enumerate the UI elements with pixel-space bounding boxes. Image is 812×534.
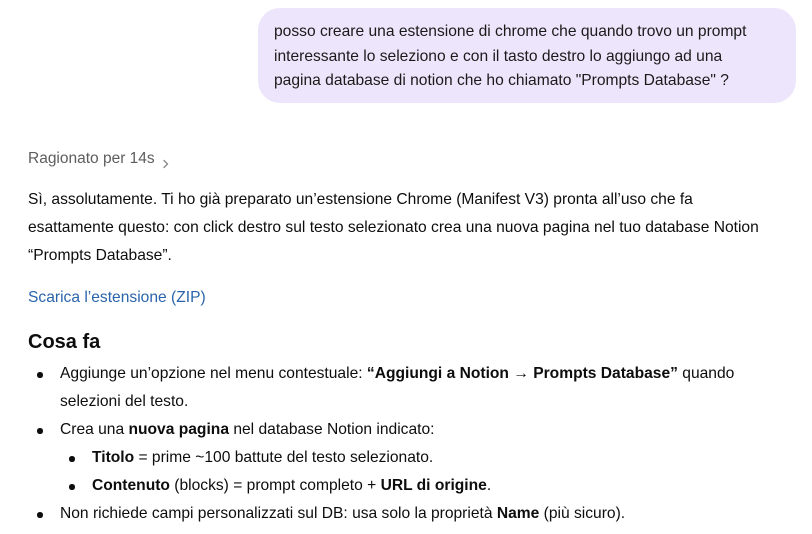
user-message-line: posso creare una estensione di chrome che quando trovo un prompt (274, 23, 747, 40)
list-item (28, 416, 798, 500)
list-item-bold: URL di origine (380, 477, 487, 494)
assistant-answer (28, 186, 808, 270)
list-item-bold: nuova pagina (128, 421, 229, 438)
sub-list-item (60, 472, 798, 500)
sub-list-item (60, 444, 798, 472)
answer-text: Sì, assolutamente. Ti ho già preparato un’estensione Chrome (Manifest V3) pronta all’uso che fa (28, 191, 693, 208)
user-message-line: pagina database di notion che ho chiamato "Prompts Database" ? (274, 72, 729, 89)
user-message-bubble (258, 8, 796, 103)
section-heading: Cosa fa (28, 331, 101, 353)
list-item-text: . (486, 477, 492, 494)
answer-text: esattamente questo: con click destro sul testo selezionato crea una nuova pagina nel tuo database Notion (28, 219, 759, 236)
reasoning-label: Ragionato per 14s (28, 150, 155, 167)
list-item-text: = prime ~100 battute del testo selezionato. (134, 449, 434, 466)
sub-list (60, 444, 798, 500)
list-item-text: Non richiede campi personalizzati sul DB: usa solo la proprietà (60, 505, 497, 522)
list-item-text: (più sicuro). (539, 505, 626, 522)
list-item (28, 500, 798, 528)
reasoning-toggle[interactable] (28, 148, 170, 170)
feature-list (28, 360, 798, 528)
chevron-right-icon (162, 154, 170, 164)
list-item-text: quando (677, 365, 735, 382)
list-item-bold: “Aggiungi a Notion → Prompts Database” (366, 365, 678, 382)
answer-text: “Prompts Database”. (28, 247, 172, 264)
user-message-line: interessante lo seleziono e con il tasto destro lo aggiungo ad una (274, 47, 723, 65)
list-item-bold: Contenuto (92, 477, 170, 494)
list-item-text: Crea una (60, 421, 129, 438)
list-item-text: (blocks) = prompt completo + (169, 477, 381, 494)
list-item-bold: Name (496, 505, 540, 522)
list-item (28, 360, 798, 416)
download-extension-link[interactable]: Scarica l’estensione (ZIP) (28, 289, 206, 306)
list-item-text: Aggiunge un’opzione nel menu contestuale: (60, 365, 367, 382)
list-item-bold: Titolo (92, 449, 135, 466)
list-item-text: nel database Notion indicato: (229, 421, 435, 438)
list-item-text: selezioni del testo. (60, 393, 189, 410)
